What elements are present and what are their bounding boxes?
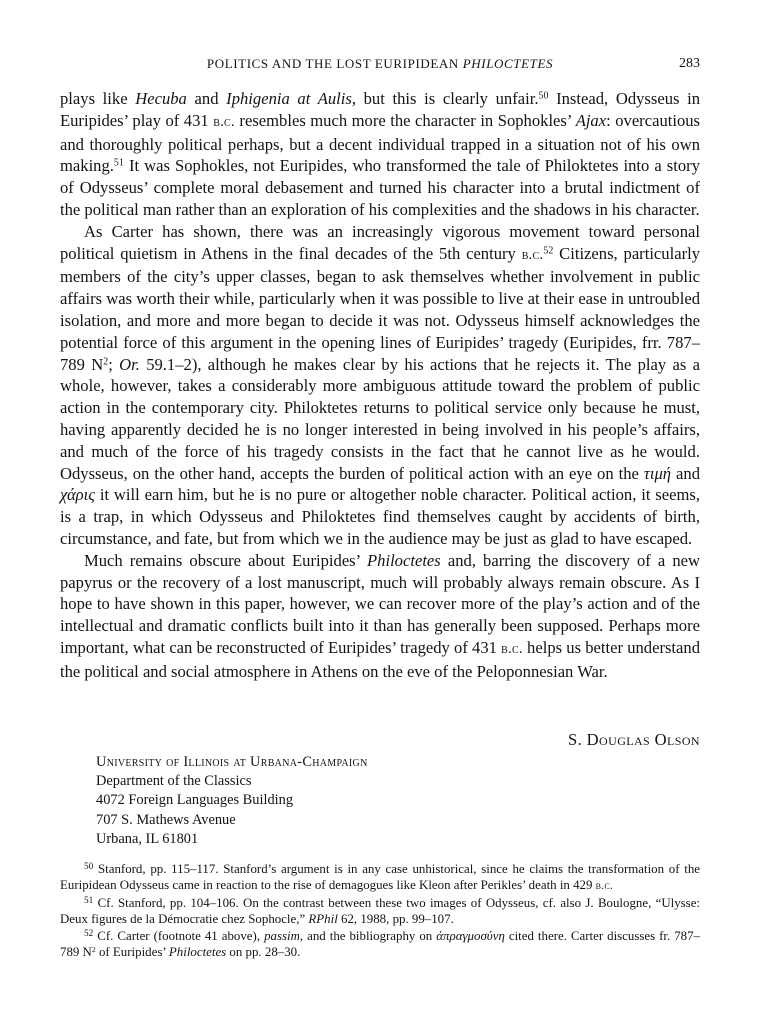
greek-word-charis: χάρις bbox=[60, 485, 95, 505]
running-header bbox=[60, 56, 700, 76]
paragraph-3: Much remains obscure about Euripides’ Philoctetes and, barring the discovery of a new papyrus or the recovery of a lost manuscript, much will probably always remain obscure. As I hope to have shown in this paper, however, we can recover more of the play’s action and of the intellectual and dramatic conflicts built into it than has generally been supposed. Perhaps more important, what can be reconstructed of Euripides’ tragedy of 431 b.c. helps us better understand the political and social atmosphere in Athens on the eve of the Peloponnesian War. bbox=[60, 550, 700, 681]
footnote-52: $^{52}$ Cf. Carter (footnote 41 above), passim, and the bibliography on ἀπραγμοσύνη cited there. Carter discusses fr. 787–789 $N^2$ of Euripides’ Philoctetes on pp. 28–30. bbox=[60, 928, 700, 960]
affiliation-city: Urbana, IL 61801 bbox=[96, 830, 199, 847]
footnote-51: $^{51}$ Cf. Stanford, pp. 104–106. On the contrast between these two images of Odysseus, cf. also J. Boulogne, “Ulysse: Deux figures de la Démocratie chez Sophocle,” RPhil 62, 1988, pp. 99–107. bbox=[60, 895, 700, 927]
affiliation-building: 4072 Foreign Languages Building bbox=[96, 792, 294, 809]
paragraph-1: plays like Hecuba and Iphigenia at Aulis, but this is clearly unfair.$^{50}$ Instead, Odysseus in Euripides’ play of 431 b.c. resembles much more the character in Sophokles’ Ajax: overcautious and thoroughly political perhaps, but a decent individual trapped in a situation not of his own making.$^{51}$ It was Sophokles, not Euripides, who transformed the tale of Philoktetes into a story of Odysseus’ complete moral debasement and turned his character into a brutal indictment of the political man rather than an exploration of his complexities and the shadows in his character. bbox=[60, 89, 701, 219]
page-number: 283 bbox=[679, 56, 700, 71]
footnote-ref-50[interactable]: 50 bbox=[538, 90, 549, 102]
footnote-ref-52[interactable]: 52 bbox=[543, 245, 554, 257]
running-title: POLITICS AND THE LOST EURIPIDEAN PHILOCTETES bbox=[206, 56, 554, 71]
paragraph-2: As Carter has shown, there was an increasingly vigorous movement toward personal political quietism in Athens in the final decades of the 5th century b.c.$^{52}$ Citizens, particularly members of the city’s upper classes, began to ask themselves whether involvement in public affairs was worth their while, particularly when it was possible to live at their ease in untroubled isolation, and more and more began to decide it was not. Odysseus himself acknowledges the potential force of this argument in the opening lines of Euripides’ tragedy (Euripides, frr. 787–789 $N^2$; Or. 59.1–2), although he makes clear by his actions that he rejects it. The play as a whole, however, takes a considerably more ambiguous attitude toward the problem of public action in the contemporary city. Philoktetes returns to political service only because he must, having apparently decided he is no longer interested in being involved in his people’s affairs, and much of the force of his tragedy consists in the fact that he cannot live as he would. Odysseus, on the other hand, accepts the burden of political action with an eye on the τιμή and χάρις it will earn him, but he is no pure or altogether noble character. Political action, it seems, is a trap, in which Odysseus and Philoktetes find themselves caught by accidents of birth, circumstance, and fate, but from which we in the audience may be just as glad to have escaped. bbox=[60, 221, 701, 548]
greek-word-time: τιμή bbox=[643, 463, 672, 483]
footnote-50: $^{50}$ Stanford, pp. 115–117. Stanford’s argument is in any case unhistorical, since he claims the transformation of the Euripidean Odysseus came in reaction to the rise of demagogues like Kleon after Perikles’ death in 429 b.c. bbox=[60, 861, 700, 893]
affiliation-university: University of Illinois at Urbana-Champaign bbox=[96, 754, 368, 770]
main-text bbox=[60, 88, 700, 683]
greek-word-apragmosyne: ἀπραγμοσύνη bbox=[436, 928, 505, 943]
author-signature: S. Douglas Olson bbox=[567, 730, 700, 749]
footnotes bbox=[60, 861, 700, 960]
author-affiliation bbox=[96, 753, 368, 849]
footnote-ref-51[interactable]: 51 bbox=[113, 157, 124, 169]
affiliation-department: Department of the Classics bbox=[96, 773, 252, 790]
affiliation-street: 707 S. Mathews Avenue bbox=[96, 811, 236, 828]
